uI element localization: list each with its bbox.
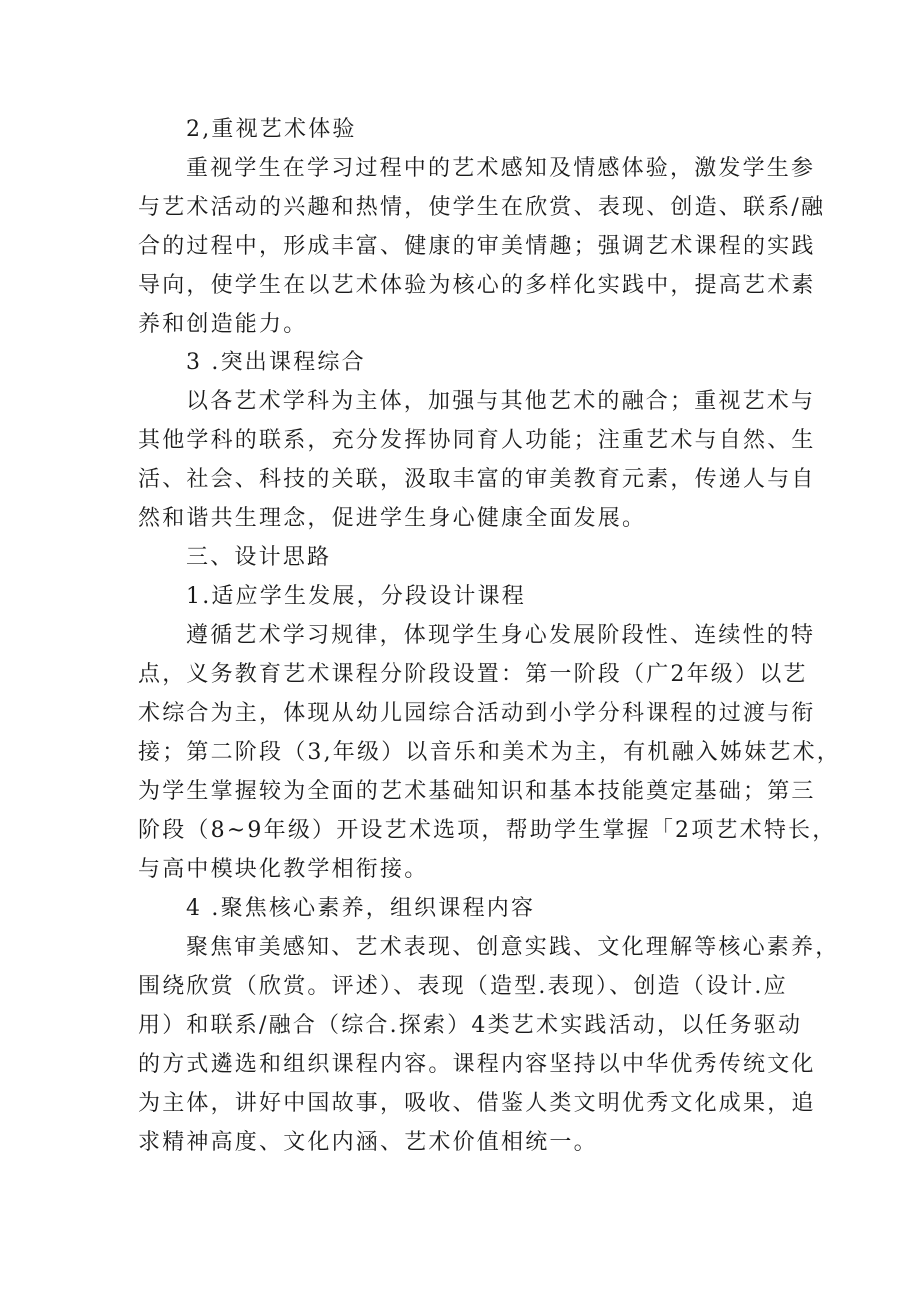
paragraph-line: 的方式遴选和组织课程内容。课程内容坚持以中华优秀传统文化 xyxy=(138,1052,816,1077)
paragraph-line: 术综合为主，体现从幼儿园综合活动到小学分科课程的过渡与衔 xyxy=(138,701,816,726)
paragraph-line: 然和谐共生理念，促进学生身心健康全面发展。 xyxy=(138,506,647,531)
paragraph-line: 聚焦审美感知、艺术表现、创意实践、文化理解等核心素养， xyxy=(186,935,840,960)
heading-emphasize-art-experience: 2,重视艺术体验 xyxy=(186,117,357,142)
paragraph-line: 导向，使学生在以艺术体验为核心的多样化实践中，提高艺术素 xyxy=(138,273,816,298)
paragraph-line: 点，义务教育艺术课程分阶段设置：第一阶段（广2年级）以艺 xyxy=(138,662,808,687)
paragraph-line: 遵循艺术学习规律，体现学生身心发展阶段性、连续性的特 xyxy=(186,623,816,648)
heading-adapt-development: 1.适应学生发展，分段设计课程 xyxy=(186,584,526,609)
paragraph-line: 活、社会、科技的关联，汲取丰富的审美教育元素，传递人与自 xyxy=(138,467,816,492)
paragraph-line: 合的过程中，形成丰富、健康的审美情趣；强调艺术课程的实践 xyxy=(138,234,816,259)
heading-focus-core-literacy: 4 .聚焦核心素养，组织课程内容 xyxy=(186,896,536,921)
paragraph-line: 与高中模块化教学相衔接。 xyxy=(138,857,429,882)
paragraph-line: 阶段（8~9年级）开设艺术选项，帮助学生掌握「2项艺术特长， xyxy=(138,818,837,843)
heading-highlight-integration: 3 .突出课程综合 xyxy=(186,350,366,375)
paragraph-line: 其他学科的联系，充分发挥协同育人功能；注重艺术与自然、生 xyxy=(138,428,816,453)
paragraph-line: 重视学生在学习过程中的艺术感知及情感体验，激发学生参 xyxy=(186,156,816,181)
paragraph-line: 用）和联系/融合（综合.探索）4类艺术实践活动，以任务驱动 xyxy=(138,1013,803,1038)
paragraph-line: 养和创造能力。 xyxy=(138,312,308,337)
paragraph-line: 以各艺术学科为主体，加强与其他艺术的融合；重视艺术与 xyxy=(186,389,816,414)
paragraph-line: 为主体，讲好中国故事，吸收、借鉴人类文明优秀文化成果，追 xyxy=(138,1091,816,1116)
paragraph-line: 接；第二阶段（3,年级）以音乐和美术为主，有机融入姊妹艺术， xyxy=(138,740,841,765)
paragraph-line: 求精神高度、文化内涵、艺术价值相统一。 xyxy=(138,1130,598,1155)
section-heading-design-ideas: 三、设计思路 xyxy=(186,545,332,570)
paragraph-line: 为学生掌握较为全面的艺术基础知识和基本技能奠定基础；第三 xyxy=(138,779,816,804)
paragraph-line: 围绕欣赏（欣赏。评述）、表现（造型.表现）、创造（设计.应 xyxy=(138,974,788,999)
paragraph-line: 与艺术活动的兴趣和热情，使学生在欣赏、表现、创造、联系/融 xyxy=(138,195,826,220)
